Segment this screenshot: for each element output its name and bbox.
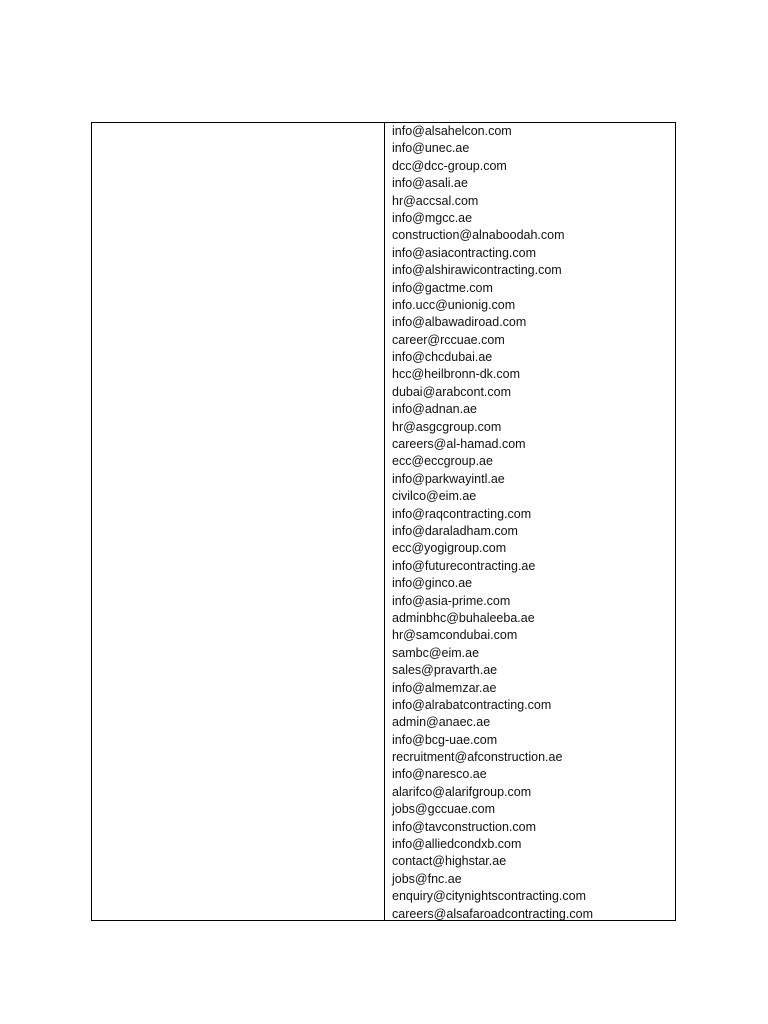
email-item: info@daraladham.com (392, 523, 518, 538)
email-item: careers@alsafaroadcontracting.com (392, 906, 593, 921)
email-item: ecc@yogigroup.com (392, 541, 507, 556)
email-item: sambc@eim.ae (392, 645, 480, 660)
email-item: info@futurecontracting.ae (392, 558, 536, 573)
email-table (91, 122, 676, 921)
email-item: alarifco@alarifgroup.com (392, 784, 532, 799)
email-item: hr@asgcgroup.com (392, 419, 502, 434)
email-list (392, 123, 675, 923)
email-item: info@tavconstruction.com (392, 819, 537, 834)
email-item: ecc@eccgroup.ae (392, 454, 493, 469)
email-item: construction@alnaboodah.com (392, 228, 565, 243)
email-item: info@unec.ae (392, 141, 470, 156)
email-item: info@alsahelcon.com (392, 124, 512, 138)
table-left-cell (92, 123, 385, 920)
email-item: info@mgcc.ae (392, 210, 473, 225)
email-item: enquiry@citynightscontracting.com (392, 889, 587, 904)
email-item: info@alrabatcontracting.com (392, 697, 552, 712)
email-item: info@ginco.ae (392, 576, 473, 591)
email-item: info@asia-prime.com (392, 593, 511, 608)
email-item: info@parkwayintl.ae (392, 471, 505, 486)
email-item: info@adnan.ae (392, 402, 477, 417)
email-item: contact@highstar.ae (392, 854, 507, 869)
email-item: jobs@fnc.ae (392, 871, 462, 886)
email-item: dubai@arabcont.com (392, 384, 512, 399)
email-item: info@alshirawicontracting.com (392, 263, 562, 278)
table-right-cell (385, 123, 675, 920)
email-item: info@gactme.com (392, 280, 493, 295)
email-item: hcc@heilbronn-dk.com (392, 367, 521, 382)
email-item: sales@pravarth.ae (392, 663, 498, 678)
email-item: civilco@eim.ae (392, 489, 477, 504)
email-item: hr@accsal.com (392, 193, 479, 208)
email-item: info@asali.ae (392, 176, 468, 191)
email-item: adminbhc@buhaleeba.ae (392, 610, 535, 625)
email-item: info@alliedcondxb.com (392, 837, 522, 852)
email-item: info@albawadiroad.com (392, 315, 527, 330)
email-item: jobs@gccuae.com (392, 802, 496, 817)
email-item: hr@samcondubai.com (392, 628, 518, 643)
email-item: dcc@dcc-group.com (392, 158, 507, 173)
email-item: recruitment@afconstruction.ae (392, 750, 563, 765)
email-item: info@chcdubai.ae (392, 350, 493, 365)
email-item: info@asiacontracting.com (392, 245, 537, 260)
email-item: info.ucc@unionig.com (392, 297, 516, 312)
email-item: careers@al-hamad.com (392, 437, 526, 452)
email-item: admin@anaec.ae (392, 715, 491, 730)
email-item: info@almemzar.ae (392, 680, 497, 695)
email-item: info@raqcontracting.com (392, 506, 532, 521)
email-item: career@rccuae.com (392, 332, 505, 347)
email-item: info@naresco.ae (392, 767, 487, 782)
email-item: info@bcg-uae.com (392, 732, 498, 747)
